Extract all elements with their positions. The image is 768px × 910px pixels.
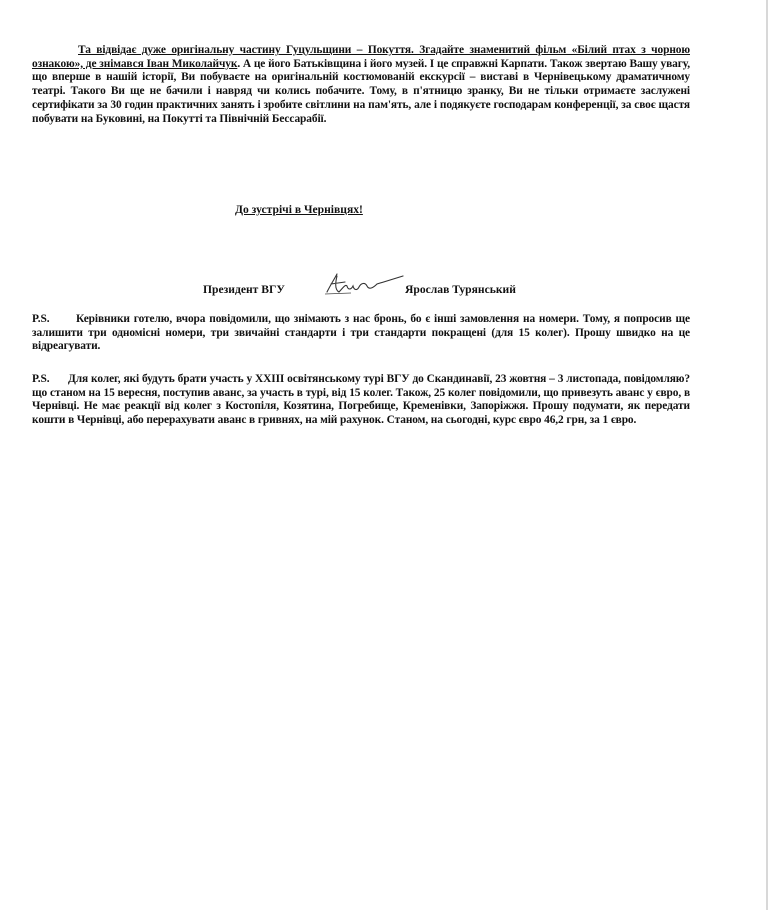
postscript-2-text: Для колег, які будуть брати участь у ХХІІІ освітянському турі ВГУ до Скандинавії, 23 жовтня – 3 листопада, повідомляю? що станом на 15 вересня, поступив аванс, за участь в турі, від 15 колег. Також, 25 колег повідомили, що привезуть аванс у євро, в Чернівці. Не має реакції від колег з Костопіля, Козятина, Погребище, Кременівки, Запоріжжя. Прошу подумати, як передати кошти в Чернівці, або перерахувати аванс в гривнях, на мій рахунок. Станом, на сьогодні, курс євро 46,2 грн, за 1 євро.	[32, 373, 690, 427]
postscript-label: P.S.	[32, 313, 50, 325]
signer-name: Ярослав Турянський	[405, 283, 516, 296]
farewell-line: До зустрічі в Чернівцях!	[235, 203, 363, 216]
postscript-2	[32, 373, 690, 428]
intro-paragraph-rest: . А це його Батьківщина і його музей. І це справжні Карпати. Також звертаю Вашу увагу, що вперше в нашій історії, Ви побуваєте на оригінальній костюмованій екскурсії – виставі в Чернівецькому драматичному театрі. Такого Ви ще не бачили і навряд чи колись побачите. Тому, в п'ятницю зранку, Ви не тільки отримаєте заслужені сертифікати за 30 годин практичних занять і зробите світлини на пам'ять, але і подякуєте господарам конференції, за своє щастя побувати на Буковині, на Покутті та Північній Бессарабії.	[32, 57, 690, 125]
postscript-label: P.S.	[32, 373, 50, 385]
intro-paragraph	[32, 44, 690, 126]
intro-paragraph-underlined: Та відвідає дуже оригінальну частину Гуцульщини – Покуття. Згадайте знаменитий фільм «Білий птах з чорною ознакою», де знімався Іван Миколайчук	[32, 44, 690, 70]
postscript-1	[32, 313, 690, 354]
signer-title: Президент ВГУ	[203, 283, 285, 296]
signature-block	[203, 282, 563, 302]
handwritten-signature	[321, 270, 405, 300]
postscript-1-text: Керівники готелю, вчора повідомили, що знімають з нас бронь, бо є інші замовлення на номери. Тому, я попросив ще залишити три одномісні номери, три звичайні стандарти і три стандарти покращені (для 15 колег). Прошу швидко на це відреагувати.	[32, 313, 690, 353]
